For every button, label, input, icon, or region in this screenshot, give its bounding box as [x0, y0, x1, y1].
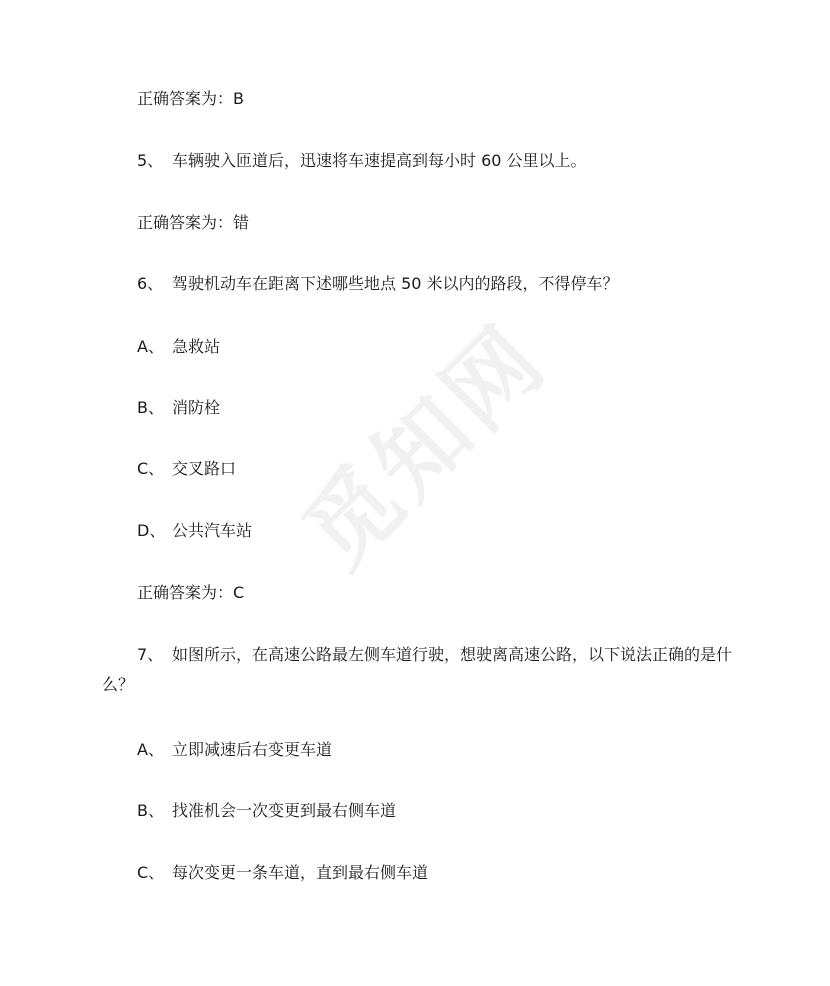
option-letter: D、	[137, 521, 166, 540]
option-d	[137, 520, 252, 542]
option-text: 立即减速后右变更车道	[172, 740, 333, 759]
question-text: 驾驶机动车在距离下述哪些地点 50 米以内的路段，不得停车？	[172, 274, 619, 293]
question-7	[102, 640, 762, 700]
question-number: 6、	[137, 274, 164, 293]
option-letter: A、	[137, 337, 164, 356]
option-c	[137, 862, 428, 884]
answer-value: B	[233, 89, 244, 108]
question-text: 如图所示，在高速公路最左侧车道行驶，想驶离高速公路，以下说法正确的是什么？	[102, 645, 733, 694]
question-5	[137, 150, 587, 172]
answer-value: C	[233, 583, 245, 602]
option-letter: C、	[137, 459, 165, 478]
option-text: 每次变更一条车道，直到最右侧车道	[172, 863, 429, 882]
answer-label: 正确答案为：	[137, 89, 234, 108]
answer-q6	[137, 582, 244, 604]
question-number: 7、	[137, 645, 164, 664]
question-6	[137, 273, 619, 295]
option-text: 找准机会一次变更到最右侧车道	[172, 801, 397, 820]
option-letter: A、	[137, 740, 164, 759]
option-c	[137, 458, 236, 480]
answer-label: 正确答案为：	[137, 583, 234, 602]
answer-q4	[137, 88, 244, 110]
answer-q5	[137, 212, 249, 234]
option-letter: B、	[137, 398, 164, 417]
option-letter: B、	[137, 801, 164, 820]
option-text: 交叉路口	[172, 459, 237, 478]
option-text: 消防栓	[172, 398, 221, 417]
option-a	[137, 739, 332, 761]
option-text: 急救站	[172, 337, 221, 356]
question-number: 5、	[137, 151, 164, 170]
option-text: 公共汽车站	[172, 521, 253, 540]
option-b	[137, 397, 220, 419]
watermark: 觅知网	[283, 304, 568, 589]
answer-label: 正确答案为：	[137, 213, 234, 232]
question-text: 车辆驶入匝道后，迅速将车速提高到每小时 60 公里以上。	[172, 151, 587, 170]
answer-value: 错	[233, 213, 250, 232]
option-a	[137, 336, 220, 358]
option-b	[137, 800, 396, 822]
option-letter: C、	[137, 863, 165, 882]
